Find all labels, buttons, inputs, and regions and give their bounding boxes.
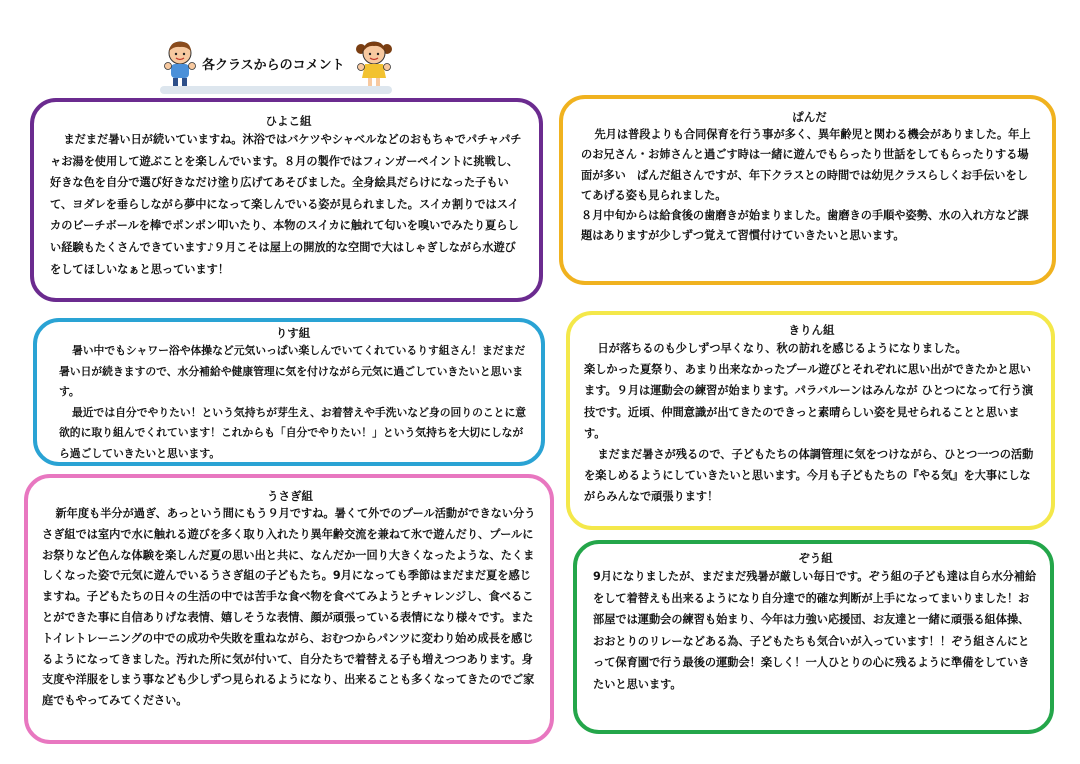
risu-class-box	[33, 318, 545, 466]
risu-class-comment	[59, 341, 527, 464]
panda-paragraph-1: 先月は普段よりも合同保育を行う事が多く、異年齢児と関わる機会がありました。年上のお兄さん・お姉さんと過ごす時は一緒に遊んでもらったり世話をしてもらったりする場面が多い ぱんだ組さんですが、年下クラスとの時間では幼児クラスらしくお手伝いをしてあげる姿も見られました。	[581, 128, 1031, 202]
boy-illustration-icon	[162, 40, 198, 88]
zou-class-box	[573, 540, 1054, 734]
zou-paragraph-1: 9月になりましたが、まだまだ残暑が厳しい毎日です。ぞう組の子ども達は自ら水分補給をして着替えも出来るようになり自分達で的確な判断が上手になってまいりました！お部屋では運動会の練習も始まり、今年は力強い応援団、お友達と一緒に頑張る組体操、おおとりのリレーなどある為、子どもたちも気合いが入っています！！ぞう組さんにとって保育園で行う最後の運動会！楽しく！一人ひとりの心に残るように準備をしていきたいと思います。	[593, 570, 1037, 691]
hiyoko-class-box	[30, 98, 543, 302]
kirin-class-box	[566, 311, 1055, 530]
page-title: 各クラスからのコメント	[202, 58, 345, 73]
kirin-class-title: きりん組	[788, 323, 835, 337]
page-header	[160, 40, 400, 96]
usagi-class-comment	[42, 504, 538, 712]
usagi-class-box	[24, 474, 554, 744]
hiyoko-paragraph-1: まだまだ暑い日が続いていますね。沐浴ではバケツやシャベルなどのおもちゃでパチャパチャお湯を使用して遊ぶことを楽しんでいます。８月の製作ではフィンガーペイントに挑戦し、好きな色を自分で選び好きなだけ塗り広げてあそびました。全身絵具だらけになった子もいて、ヨダレを垂らしながら夢中になって楽しんでいる姿が見られました。スイカ割りではスイカのビーチボールを棒でポンポン叩いたり、本物のスイカに触れて匂いを嗅いでみたり夏らしい経験もたくさんできています♪９月こそは屋上の開放的な空間で大はしゃぎしながら水遊びをしてほしいなぁと思っています！	[50, 133, 522, 276]
zou-class-comment	[593, 566, 1038, 695]
panda-class-comment	[581, 125, 1038, 247]
zou-class-title: ぞう組	[798, 551, 833, 565]
kirin-paragraph-2: 楽しかった夏祭り、あまり出来なかったプール遊びとそれぞれに思い出ができたかと思います。９月は運動会の練習が始まります。パラバルーンはみんなが ひとつになって行う演技です。近頃、仲間意識が出てきたのできっと素晴らしい姿を見せられることと思います。	[584, 363, 1034, 440]
risu-paragraph-2: 最近では自分でやりたい！という気持ちが芽生え、お着替えや手洗いなど身の回りのことに意欲的に取り組んでくれています！これからも「自分でやりたい！」という気持ちを大切にしながら過ごしていきたいと思います。	[59, 405, 527, 460]
title-underline-band	[160, 86, 392, 94]
panda-class-box	[559, 95, 1056, 285]
usagi-paragraph-1: 新年度も半分が過ぎ、あっという間にもう９月ですね。暑くて外でのプール活動ができない分うさぎ組では室内で水に触れる遊びを多く取り入れたり異年齢交流を兼ねて氷で遊んだり、プールにお祭りなど色んな体験を楽しんだ夏の思い出と共に、なんだか一回り大きくなったような、たくましくなった姿で元気に遊んでいるうさぎ組の子どもたち。9月になっても季節はまだまだ夏を感じますね。子どもたちの日々の生活の中では苦手な食べ物を食べてみようとチャレンジし、食べることができた事に自信ありげな表情、嬉しそうな表情、顔が頑張っている表情になり様々です。またトイレトレーニングの中での成功や失敗を重ねながら、おむつからパンツに変わり始め成長を感じるようになってきました。汚れた所に気が付いて、自分たちで着替える子も増えつつあります。身支度や洋服をしまう事なども少しずつ見られるようになり、出来ることも多くなってきたのでご家庭でもやってみてください。	[42, 507, 536, 708]
hiyoko-class-comment	[50, 129, 527, 280]
risu-class-title: りす組	[275, 326, 311, 340]
girl-illustration-icon	[356, 40, 392, 88]
panda-paragraph-2: ８月中旬からは給食後の歯磨きが始まりました。歯磨きの手順や姿勢、水の入れ方など課題はありますが少しずつ覚えて習慣付けていきたいと思います。	[581, 209, 1029, 243]
kirin-paragraph-3: まだまだ暑さが残るので、子どもたちの体調管理に気をつけながら、ひとつ一つの活動を楽しめるようにしていきたいと思います。今月も子どもたちの『やる気』を大事にしながらみんなで頑張ります！	[584, 448, 1034, 504]
risu-paragraph-1: 暑い中でもシャワー浴や体操など元気いっぱい楽しんでいてくれているりす組さん！まだまだ暑い日が続きますので、水分補給や健康管理に気を付けながら元気に過ごしていきたいと思います。	[59, 344, 526, 398]
kirin-class-comment	[584, 338, 1039, 508]
panda-class-title: ぱんだ	[792, 110, 827, 124]
hiyoko-class-title: ひよこ組	[265, 114, 312, 128]
kirin-paragraph-1: 日が落ちるのも少しずつ早くなり、秋の訪れを感じるようになりました。	[597, 342, 967, 355]
usagi-class-title: うさぎ組	[267, 489, 313, 503]
